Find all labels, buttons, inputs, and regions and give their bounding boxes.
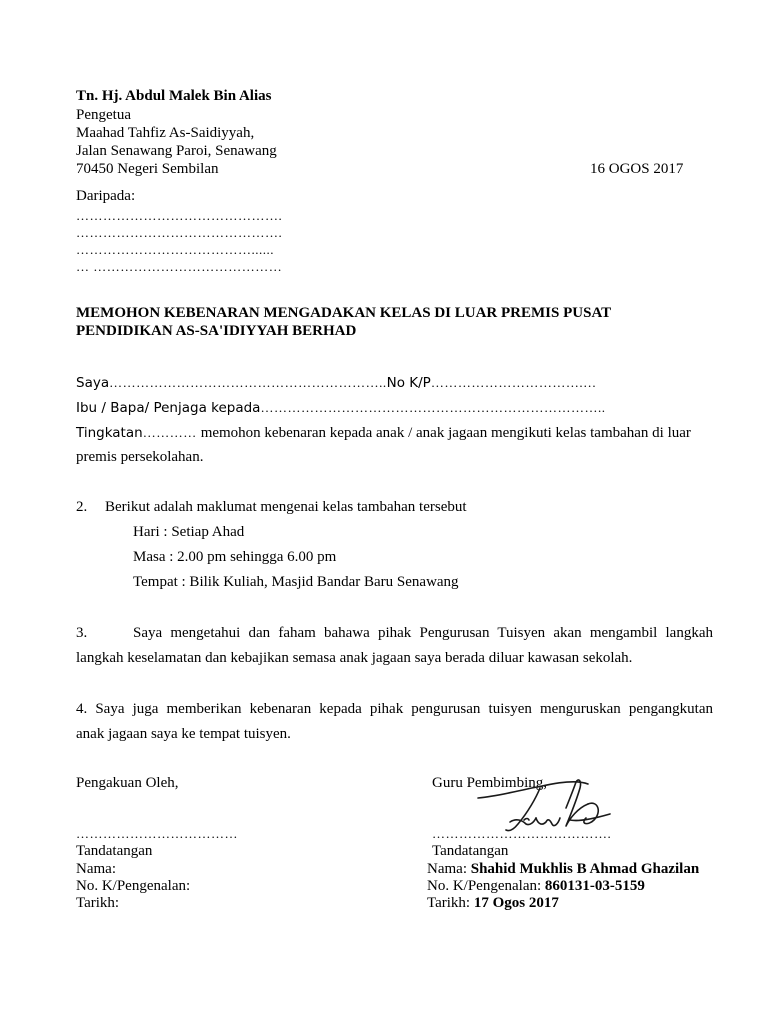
p4-line-1: 4. Saya juga memberikan kebenaran kepada pihak pengurusan tuisyen menguruskan pengangkutan [76,701,713,717]
tingkatan-text: memohon kebenaran kepada anak / anak jagaan mengikuti kelas tambahan di luar [200,425,691,441]
right-sign-nama [427,861,699,878]
left-sign-dots: ……………………………… [76,826,238,841]
p2-number: 2. [76,499,88,515]
right-sign-heading: Guru Pembimbing, [432,775,547,791]
right-sign-tandatangan: Tandatangan [432,843,509,859]
right-sign-nama-label: Nama: [427,861,467,877]
left-sign-nama: Nama: [76,861,116,877]
tingkatan-dots: ………… [142,425,197,440]
right-sign-nokp-value: 860131-03-5159 [544,878,645,894]
nokp-dots: …………………………….… [430,375,597,390]
class-time: Masa : 2.00 pm sehingga 6.00 pm [133,549,337,565]
saya-label: Saya [76,375,110,391]
sender-line: …………………………………...... [76,242,274,257]
left-sign-nokp: No. K/Pengenalan: [76,878,191,894]
letter-date: 16 OGOS 2017 [590,161,684,177]
left-sign-tarikh: Tarikh: [76,895,120,911]
ibu-label: Ibu / Bapa/ Penjaga kepada [76,400,261,416]
p3-line-1: Saya mengetahui dan faham bahawa pihak Pengurusan Tuisyen akan mengambil langkah [133,625,713,641]
recipient-institution: Maahad Tahfiz As-Saidiyyah, [76,125,255,141]
saya-dots: …………………………………………………….. [109,375,387,390]
sender-line: ………………………………………. [76,208,283,223]
right-sign-dots: …………………………………. [432,826,612,841]
p2-text: Berikut adalah maklumat mengenai kelas tambahan tersebut [105,499,467,515]
subject-line-1: MEMOHON KEBENARAN MENGADAKAN KELAS DI LUAR PREMIS PUSAT [76,305,612,321]
nokp-label: No K/P [386,375,431,391]
class-day: Hari : Setiap Ahad [133,524,245,540]
sender-line: … …………………………………… [76,259,283,274]
p4-line-2: anak jagaan saya ke tempat tuisyen. [76,726,291,742]
class-place: Tempat : Bilik Kuliah, Masjid Bandar Baru Senawang [133,574,459,590]
recipient-title: Pengetua [76,107,131,123]
recipient-street: Jalan Senawang Paroi, Senawang [76,143,277,159]
tingkatan-label: Tingkatan [76,425,143,441]
right-sign-nama-value: Shahid Mukhlis B Ahmad Ghazilan [470,861,700,877]
ibu-dots: ………………………………………………………………….. [260,400,606,415]
tingkatan-text-2: premis persekolahan. [76,449,204,465]
recipient-name: Tn. Hj. Abdul Malek Bin Alias [76,88,272,104]
recipient-postcode: 70450 Negeri Sembilan [76,161,219,177]
right-sign-tarikh-value: 17 Ogos 2017 [473,895,559,911]
left-sign-tandatangan: Tandatangan [76,843,153,859]
p3-number: 3. [76,625,88,641]
saya-row [76,374,597,392]
ibu-row [76,399,605,417]
p3-line-2: langkah keselamatan dan kebajikan semasa anak jagaan saya berada diluar kawasan sekolah. [76,650,633,666]
sender-line: ………………………………………. [76,225,283,240]
tingkatan-row [76,424,691,442]
right-sign-tarikh [427,895,559,912]
right-sign-tarikh-label: Tarikh: [427,895,471,911]
right-sign-nokp [427,878,645,895]
subject-line-2: PENDIDIKAN AS-SA'IDIYYAH BERHAD [76,323,357,339]
sender-label: Daripada: [76,188,136,204]
left-sign-heading: Pengakuan Oleh, [76,775,179,791]
right-sign-nokp-label: No. K/Pengenalan: [427,878,542,894]
